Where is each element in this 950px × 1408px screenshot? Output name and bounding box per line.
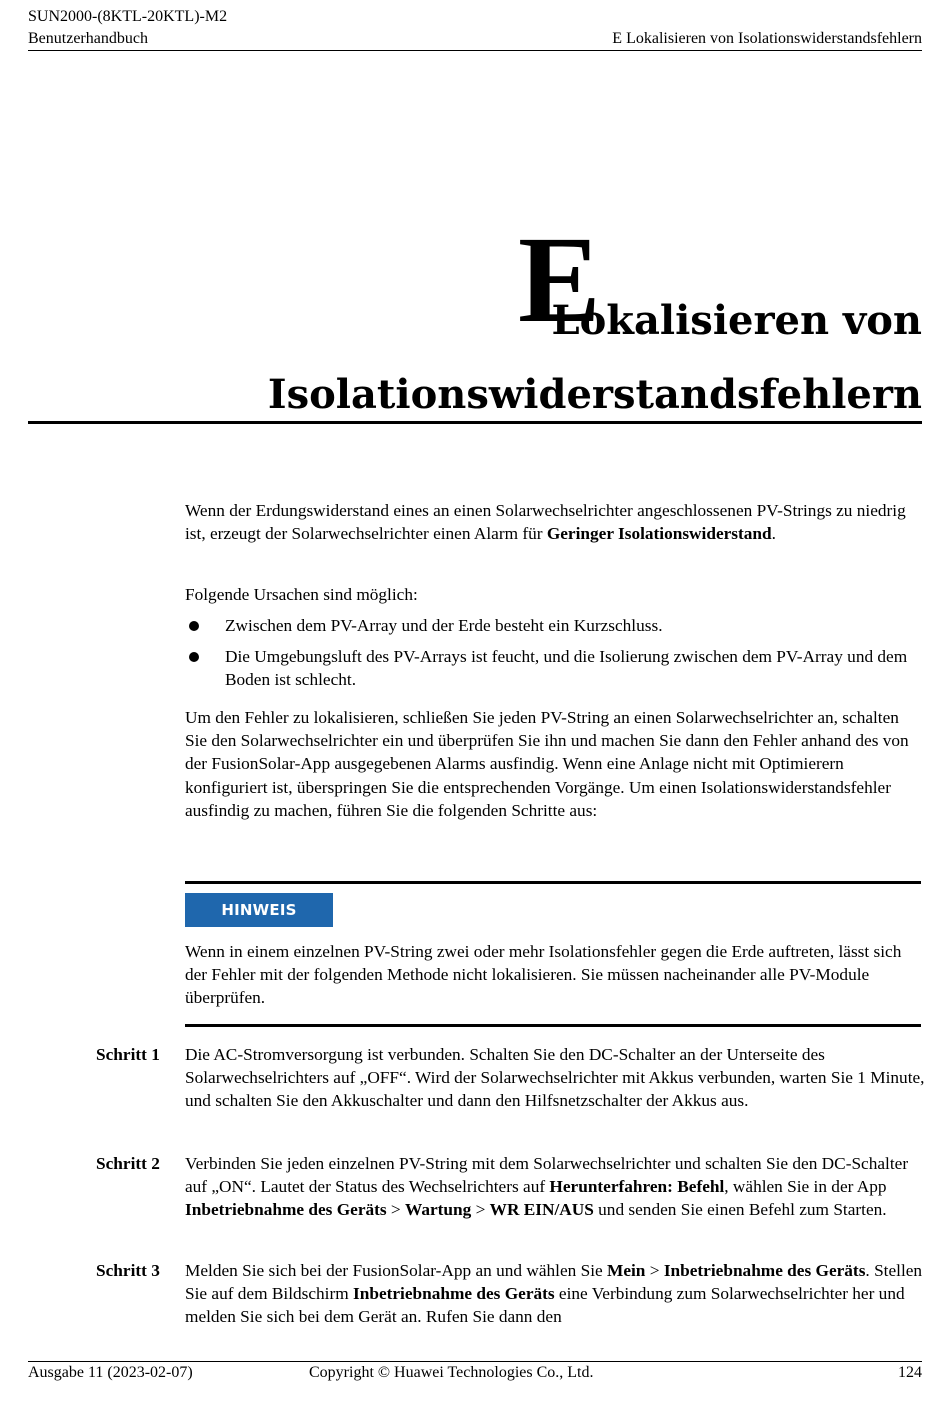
menu-path-item: WR EIN/AUS bbox=[489, 1200, 594, 1220]
copyright: Copyright © Huawei Technologies Co., Ltd. bbox=[309, 1364, 594, 1381]
page-number: 124 bbox=[898, 1364, 922, 1381]
menu-path-item: Wartung bbox=[405, 1200, 472, 1220]
menu-separator: > bbox=[471, 1200, 490, 1220]
step-text: Die AC-Stromversorgung ist verbunden. Schalten Sie den DC-Schalter an der Unterseite des Solarwechselrichters auf „OFF“. Wird der Solarwechselrichter mit Akkus verbunden, warten Sie 1 Minute, und schalten Sie den Akkuschalter und dann den Hilfsnetzschalter der Akkus aus. bbox=[185, 1045, 925, 1111]
cause-text: Die Umgebungsluft des PV-Arrays ist feucht, und die Isolierung zwischen dem PV-Array und dem Boden ist schlecht. bbox=[225, 647, 908, 690]
step-text bbox=[185, 1152, 925, 1222]
edition: Ausgabe 11 (2023-02-07) bbox=[28, 1364, 193, 1381]
note-text: Wenn in einem einzelnen PV-String zwei oder mehr Isolationsfehler gegen die Erde auftreten, lässt sich der Fehler mit der folgenden Methode nicht lokalisieren. Sie müssen nacheinander alle PV-Module überprüfen. bbox=[185, 942, 902, 1008]
product-name: SUN2000-(8KTL-20KTL)-M2 bbox=[28, 8, 228, 25]
chapter-divider bbox=[28, 421, 922, 424]
menu-path-item: Mein bbox=[607, 1261, 646, 1280]
step-text-part: . Stellen Sie auf dem Bildschirm bbox=[185, 1261, 923, 1304]
menu-separator: > bbox=[645, 1261, 664, 1280]
step-label: Schritt 2 bbox=[96, 1154, 160, 1173]
menu-path-item: Inbetriebnahme des Geräts bbox=[663, 1261, 866, 1280]
screen-name: Inbetriebnahme des Geräts bbox=[353, 1284, 555, 1304]
menu-path-item: Inbetriebnahme des Geräts bbox=[185, 1200, 387, 1220]
causes-intro: Folgende Ursachen sind möglich: bbox=[185, 585, 418, 604]
note-label: HINWEIS bbox=[185, 893, 333, 927]
procedure-intro: Um den Fehler zu lokalisieren, schließen Sie jeden PV-String an einen Solarwechselrichter an, schalten Sie den Solarwechselrichter ein und überprüfen Sie ihn und machen Sie dann den Fehler anhand des von der FusionSolar-App ausgegebenen Alarms ausfindig. Wenn eine Anlage nicht mit Optimierern konfiguriert ist, überspringen Sie die entsprechenden Vorgänge. Um einen Isolationswiderstandsfehler ausfindig zu machen, führen Sie die folgenden Schritte aus: bbox=[185, 708, 909, 820]
step-text-part: und senden Sie einen Befehl zum Starten. bbox=[593, 1200, 887, 1220]
intro-paragraph bbox=[185, 499, 925, 545]
step-label: Schritt 1 bbox=[96, 1045, 160, 1064]
step-text bbox=[185, 1259, 925, 1329]
cause-text: Zwischen dem PV-Array und der Erde besteht ein Kurzschluss. bbox=[225, 616, 663, 635]
chapter-title-line1: Lokalisieren von bbox=[551, 297, 922, 344]
step-text-part: Melden Sie sich bei der FusionSolar-App an und wählen Sie bbox=[185, 1261, 608, 1280]
cause-list-item bbox=[185, 614, 925, 637]
header-divider bbox=[28, 50, 922, 51]
step-text-part: , wählen Sie in der App bbox=[724, 1177, 887, 1197]
step-label: Schritt 3 bbox=[96, 1261, 160, 1280]
intro-text: Wenn der Erdungswiderstand eines an einen Solarwechselrichter angeschlossenen PV-Strings zu niedrig ist, erzeugt der Solarwechselrichter einen Alarm für bbox=[185, 501, 906, 544]
note-top-rule bbox=[185, 881, 921, 884]
page-header-left bbox=[28, 6, 227, 50]
bullet-icon bbox=[189, 621, 199, 631]
bullet-icon bbox=[189, 652, 199, 662]
intro-text-end: . bbox=[771, 524, 776, 544]
step-text-part: Verbinden Sie jeden einzelnen PV-String mit dem Solarwechselrichter und schalten Sie den DC-Schalter auf „ON“. Lautet der Status des Wechselrichters auf bbox=[185, 1154, 909, 1197]
cause-list-item bbox=[185, 645, 925, 691]
status-name: Herunterfahren: Befehl bbox=[549, 1177, 725, 1197]
chapter-title-line2: Isolationswiderstandsfehlern bbox=[267, 371, 922, 418]
menu-separator: > bbox=[386, 1200, 405, 1220]
chapter-letter: E bbox=[518, 211, 601, 348]
step-text-part: eine Verbindung zum Solarwechselrichter her und melden Sie sich bei dem Gerät an. Rufen Sie dann den bbox=[185, 1284, 905, 1327]
manual-name: Benutzerhandbuch bbox=[28, 30, 148, 47]
alarm-name: Geringer Isolationswiderstand bbox=[546, 524, 772, 544]
note-bottom-rule bbox=[185, 1024, 921, 1027]
section-header: E Lokalisieren von Isolationswiderstandsfehlern bbox=[612, 30, 922, 47]
